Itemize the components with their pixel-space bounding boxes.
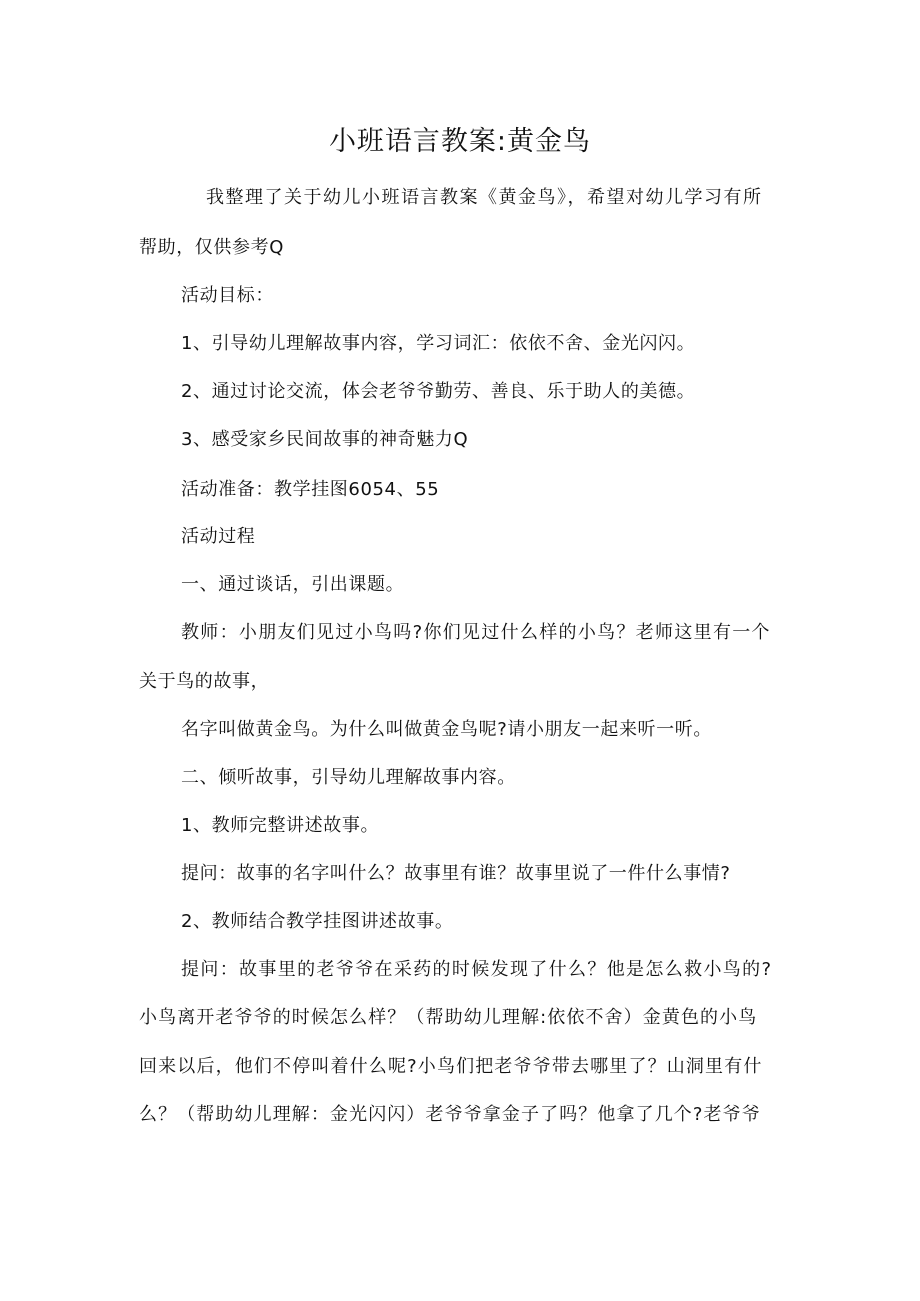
teacher-line-3: 名字叫做黄金鸟。为什么叫做黄金鸟呢?请小朋友一起来听一听。 bbox=[181, 719, 712, 740]
goal-item-3: 3、感受家乡民间故事的神奇魅力Q bbox=[181, 429, 469, 450]
substep-1: 1、教师完整讲述故事。 bbox=[181, 815, 380, 836]
intro-line-1: 我整理了关于幼儿小班语言教案《黄金鸟》，希望对幼儿学习有所 bbox=[206, 187, 763, 208]
question-line-2: 提问：故事里的老爷爷在采药的时候发现了什么？他是怎么救小鸟的? bbox=[181, 959, 773, 980]
teacher-line-1: 教师：小朋友们见过小鸟吗?你们见过什么样的小鸟？老师这里有一个 bbox=[181, 622, 771, 643]
section-heading-process: 活动过程 bbox=[181, 526, 256, 547]
question-line-5: 么？（帮助幼儿理解：金光闪闪）老爷爷拿金子了吗？他拿了几个?老爷爷 bbox=[139, 1104, 761, 1125]
section-heading-goals: 活动目标： bbox=[181, 285, 274, 306]
process-step-1: 一、通过谈话，引出课题。 bbox=[181, 574, 405, 595]
substep-2: 2、教师结合教学挂图讲述故事。 bbox=[181, 911, 454, 932]
question-line-1: 提问：故事的名字叫什么？故事里有谁？故事里说了一件什么事情? bbox=[181, 863, 731, 884]
intro-line-2: 帮助，仅供参考Q bbox=[139, 237, 284, 258]
goal-item-2: 2、通过讨论交流，体会老爷爷勤劳、善良、乐于助人的美德。 bbox=[181, 381, 696, 402]
question-line-4: 回来以后，他们不停叫着什么呢?小鸟们把老爷爷带去哪里了？山洞里有什 bbox=[139, 1056, 763, 1077]
preparation-line: 活动准备：教学挂图6054、55 bbox=[181, 479, 440, 500]
document-title: 小班语言教案:黄金鸟 bbox=[328, 126, 592, 157]
goal-item-1: 1、引导幼儿理解故事内容，学习词汇：依依不舍、金光闪闪。 bbox=[181, 333, 696, 354]
question-line-3: 小鸟离开老爷爷的时候怎么样？（帮助幼儿理解:依依不舍）金黄色的小鸟 bbox=[139, 1007, 758, 1028]
process-step-2: 二、倾听故事，引导幼儿理解故事内容。 bbox=[181, 767, 516, 788]
teacher-line-2: 关于鸟的故事， bbox=[139, 671, 270, 692]
